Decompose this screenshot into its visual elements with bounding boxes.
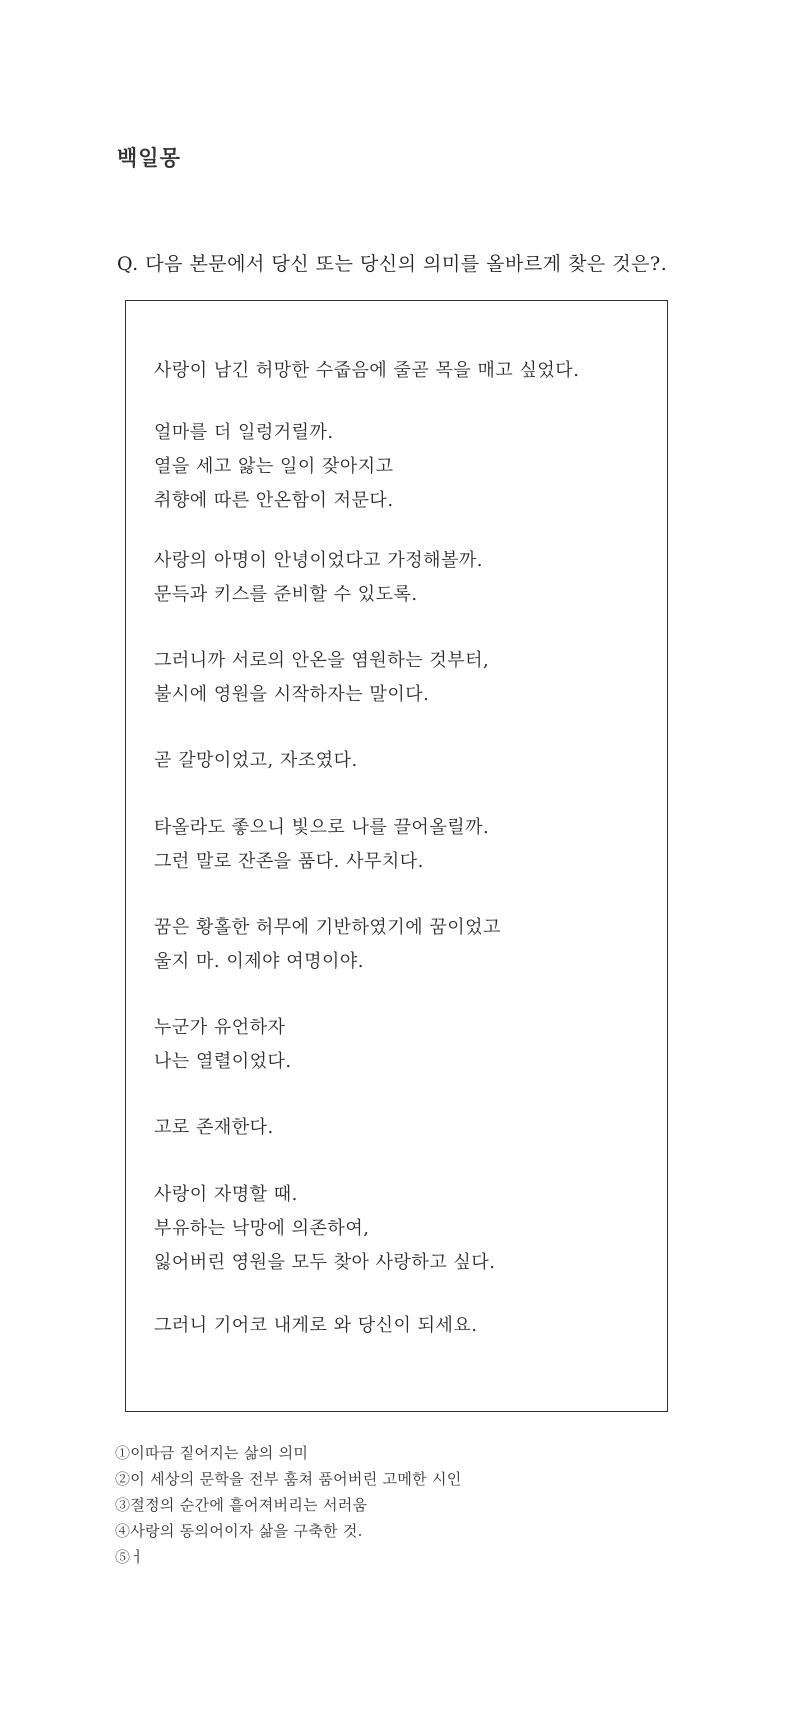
poem-line: 타올라도 좋으니 빛으로 나를 끌어올릴까. bbox=[154, 817, 490, 838]
poem-stanza bbox=[154, 811, 664, 879]
poem-line: 문득과 키스를 준비할 수 있도록. bbox=[154, 584, 418, 605]
option-2[interactable]: ②이 세상의 문학을 전부 훔쳐 품어버린 고메한 시인 bbox=[115, 1470, 462, 1488]
poem-stanza bbox=[154, 354, 664, 388]
poem-stanza bbox=[154, 544, 664, 612]
poem-line: 부유하는 낙망에 의존하여, bbox=[154, 1218, 370, 1239]
poem-line: 잃어버린 영원을 모두 찾아 사랑하고 싶다. bbox=[154, 1252, 496, 1273]
poem-line: 울지 마. 이제야 여명이야. bbox=[154, 951, 364, 972]
poem-line: 곧 갈망이었고, 자조였다. bbox=[154, 750, 358, 771]
poem-line: 사랑의 아명이 안녕이었다고 가정해볼까. bbox=[154, 550, 483, 571]
poem-stanza bbox=[154, 416, 664, 518]
option-5[interactable]: ⑤ㅓ bbox=[115, 1548, 146, 1566]
poem-line: 그러니까 서로의 안온을 염원하는 것부터, bbox=[154, 650, 490, 671]
poem-line: 고로 존재한다. bbox=[154, 1117, 274, 1138]
poem-stanza bbox=[154, 1011, 664, 1079]
poem-line: 나는 열렬이었다. bbox=[154, 1051, 292, 1072]
option-4[interactable]: ④사랑의 동의어이자 삶을 구축한 것. bbox=[115, 1522, 363, 1540]
poem-stanza bbox=[154, 1309, 664, 1343]
poem-stanza bbox=[154, 911, 664, 979]
poem-line: 불시에 영원을 시작하자는 말이다. bbox=[154, 684, 430, 705]
poem-line: 얼마를 더 일렁거릴까. bbox=[154, 422, 334, 443]
question-text: Q. 다음 본문에서 당신 또는 당신의 의미를 올바르게 찾은 것은?. bbox=[117, 253, 668, 275]
poem-stanza bbox=[154, 744, 664, 778]
poem-line: 그러니 기어코 내게로 와 당신이 되세요. bbox=[154, 1315, 478, 1336]
poem-stanza bbox=[154, 1178, 664, 1280]
poem-line: 꿈은 황홀한 허무에 기반하였기에 꿈이었고 bbox=[154, 917, 501, 938]
poem-line: 사랑이 자명할 때. bbox=[154, 1184, 298, 1205]
poem-line: 열을 세고 앓는 일이 잦아지고 bbox=[154, 456, 394, 477]
option-1[interactable]: ①이따금 짙어지는 삶의 의미 bbox=[115, 1444, 309, 1462]
poem-line: 취향에 따른 안온함이 저문다. bbox=[154, 490, 394, 511]
poem-line: 누군가 유언하자 bbox=[154, 1017, 286, 1038]
poem-box bbox=[125, 300, 668, 1412]
author-name: 백일몽 bbox=[117, 145, 181, 170]
option-3[interactable]: ③절정의 순간에 흩어져버리는 서러움 bbox=[115, 1496, 368, 1514]
poem-stanza bbox=[154, 644, 664, 712]
poem-line: 사랑이 남긴 허망한 수줍음에 줄곧 목을 매고 싶었다. bbox=[154, 360, 580, 381]
poem-line: 그런 말로 잔존을 품다. 사무치다. bbox=[154, 851, 424, 872]
poem-stanza bbox=[154, 1111, 664, 1145]
answer-options bbox=[115, 1440, 462, 1570]
